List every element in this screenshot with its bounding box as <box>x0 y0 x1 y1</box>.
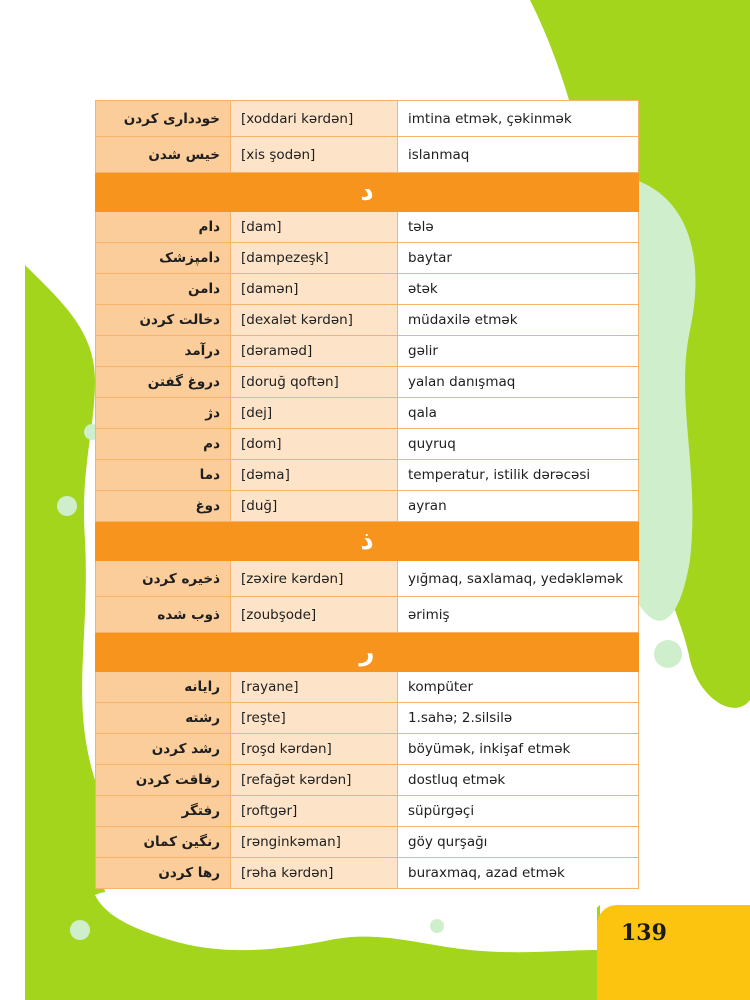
table-row <box>96 796 639 827</box>
circle-right <box>654 640 682 668</box>
persian-word: دما <box>96 460 231 491</box>
transliteration: [duğ] <box>231 491 398 522</box>
azerbaijani-meaning: tələ <box>398 212 639 243</box>
azerbaijani-meaning: ətək <box>398 274 639 305</box>
azerbaijani-meaning: imtina etmək, çəkinmək <box>398 101 639 137</box>
persian-word: رفتگر <box>96 796 231 827</box>
azerbaijani-meaning: dostluq etmək <box>398 765 639 796</box>
persian-word: دامن <box>96 274 231 305</box>
persian-word: دروغ گفتن <box>96 367 231 398</box>
azerbaijani-meaning: ayran <box>398 491 639 522</box>
transliteration: [reşte] <box>231 703 398 734</box>
persian-word: دامپزشک <box>96 243 231 274</box>
transliteration: [roşd kərdən] <box>231 734 398 765</box>
table-row <box>96 212 639 243</box>
persian-word: دام <box>96 212 231 243</box>
transliteration: [rayane] <box>231 672 398 703</box>
persian-word: خودداری کردن <box>96 101 231 137</box>
transliteration: [dom] <box>231 429 398 460</box>
circle-bottom-mid <box>430 919 444 933</box>
persian-word: دخالت کردن <box>96 305 231 336</box>
table-row <box>96 597 639 633</box>
azerbaijani-meaning: süpürgəçi <box>398 796 639 827</box>
section-header-row <box>96 633 639 672</box>
transliteration: [xis şodən] <box>231 137 398 173</box>
circle-bottom-left <box>70 920 90 940</box>
table-row <box>96 827 639 858</box>
azerbaijani-meaning: islanmaq <box>398 137 639 173</box>
table-row <box>96 398 639 429</box>
persian-word: رشد کردن <box>96 734 231 765</box>
table-row <box>96 561 639 597</box>
table-row <box>96 137 639 173</box>
persian-word: رفاقت کردن <box>96 765 231 796</box>
transliteration: [dampezeşk] <box>231 243 398 274</box>
persian-word: دوغ <box>96 491 231 522</box>
table-row <box>96 460 639 491</box>
persian-word: رنگین کمان <box>96 827 231 858</box>
azerbaijani-meaning: buraxmaq, azad etmək <box>398 858 639 889</box>
transliteration: [zoubşode] <box>231 597 398 633</box>
persian-word: رایانه <box>96 672 231 703</box>
persian-word: دم <box>96 429 231 460</box>
circle-left-mid <box>57 496 77 516</box>
azerbaijani-meaning: 1.sahə; 2.silsilə <box>398 703 639 734</box>
azerbaijani-meaning: yığmaq, saxlamaq, yedəkləmək <box>398 561 639 597</box>
persian-word: درآمد <box>96 336 231 367</box>
table-row <box>96 305 639 336</box>
persian-word: ذخیره کردن <box>96 561 231 597</box>
table-row <box>96 101 639 137</box>
dictionary-table <box>95 100 639 889</box>
azerbaijani-meaning: temperatur, istilik dərəcəsi <box>398 460 639 491</box>
azerbaijani-meaning: ərimiş <box>398 597 639 633</box>
persian-word: دژ <box>96 398 231 429</box>
transliteration: [dəma] <box>231 460 398 491</box>
transliteration: [zəxire kərdən] <box>231 561 398 597</box>
transliteration: [rənginkəman] <box>231 827 398 858</box>
page-number: 139 <box>597 905 750 1000</box>
section-letter: ر <box>96 633 639 672</box>
table-row <box>96 243 639 274</box>
azerbaijani-meaning: müdaxilə etmək <box>398 305 639 336</box>
transliteration: [xoddari kərdən] <box>231 101 398 137</box>
transliteration: [dej] <box>231 398 398 429</box>
transliteration: [dexalət kərdən] <box>231 305 398 336</box>
table-row <box>96 274 639 305</box>
table-row <box>96 672 639 703</box>
azerbaijani-meaning: böyümək, inkişaf etmək <box>398 734 639 765</box>
section-header-row <box>96 173 639 212</box>
table-row <box>96 336 639 367</box>
table-row <box>96 858 639 889</box>
section-header-row <box>96 522 639 561</box>
transliteration: [rəha kərdən] <box>231 858 398 889</box>
section-letter: د <box>96 173 639 212</box>
azerbaijani-meaning: göy qurşağı <box>398 827 639 858</box>
transliteration: [damən] <box>231 274 398 305</box>
transliteration: [dəraməd] <box>231 336 398 367</box>
table-row <box>96 734 639 765</box>
table-row <box>96 491 639 522</box>
table-row <box>96 367 639 398</box>
persian-word: ذوب شده <box>96 597 231 633</box>
persian-word: رها کردن <box>96 858 231 889</box>
azerbaijani-meaning: gəlir <box>398 336 639 367</box>
azerbaijani-meaning: baytar <box>398 243 639 274</box>
transliteration: [roftgər] <box>231 796 398 827</box>
transliteration: [refağət kərdən] <box>231 765 398 796</box>
table-row <box>96 765 639 796</box>
persian-word: رشته <box>96 703 231 734</box>
table-row <box>96 703 639 734</box>
section-letter: ذ <box>96 522 639 561</box>
table-row <box>96 429 639 460</box>
azerbaijani-meaning: kompüter <box>398 672 639 703</box>
azerbaijani-meaning: yalan danışmaq <box>398 367 639 398</box>
transliteration: [doruğ qoftən] <box>231 367 398 398</box>
transliteration: [dam] <box>231 212 398 243</box>
azerbaijani-meaning: quyruq <box>398 429 639 460</box>
azerbaijani-meaning: qala <box>398 398 639 429</box>
persian-word: خیس شدن <box>96 137 231 173</box>
